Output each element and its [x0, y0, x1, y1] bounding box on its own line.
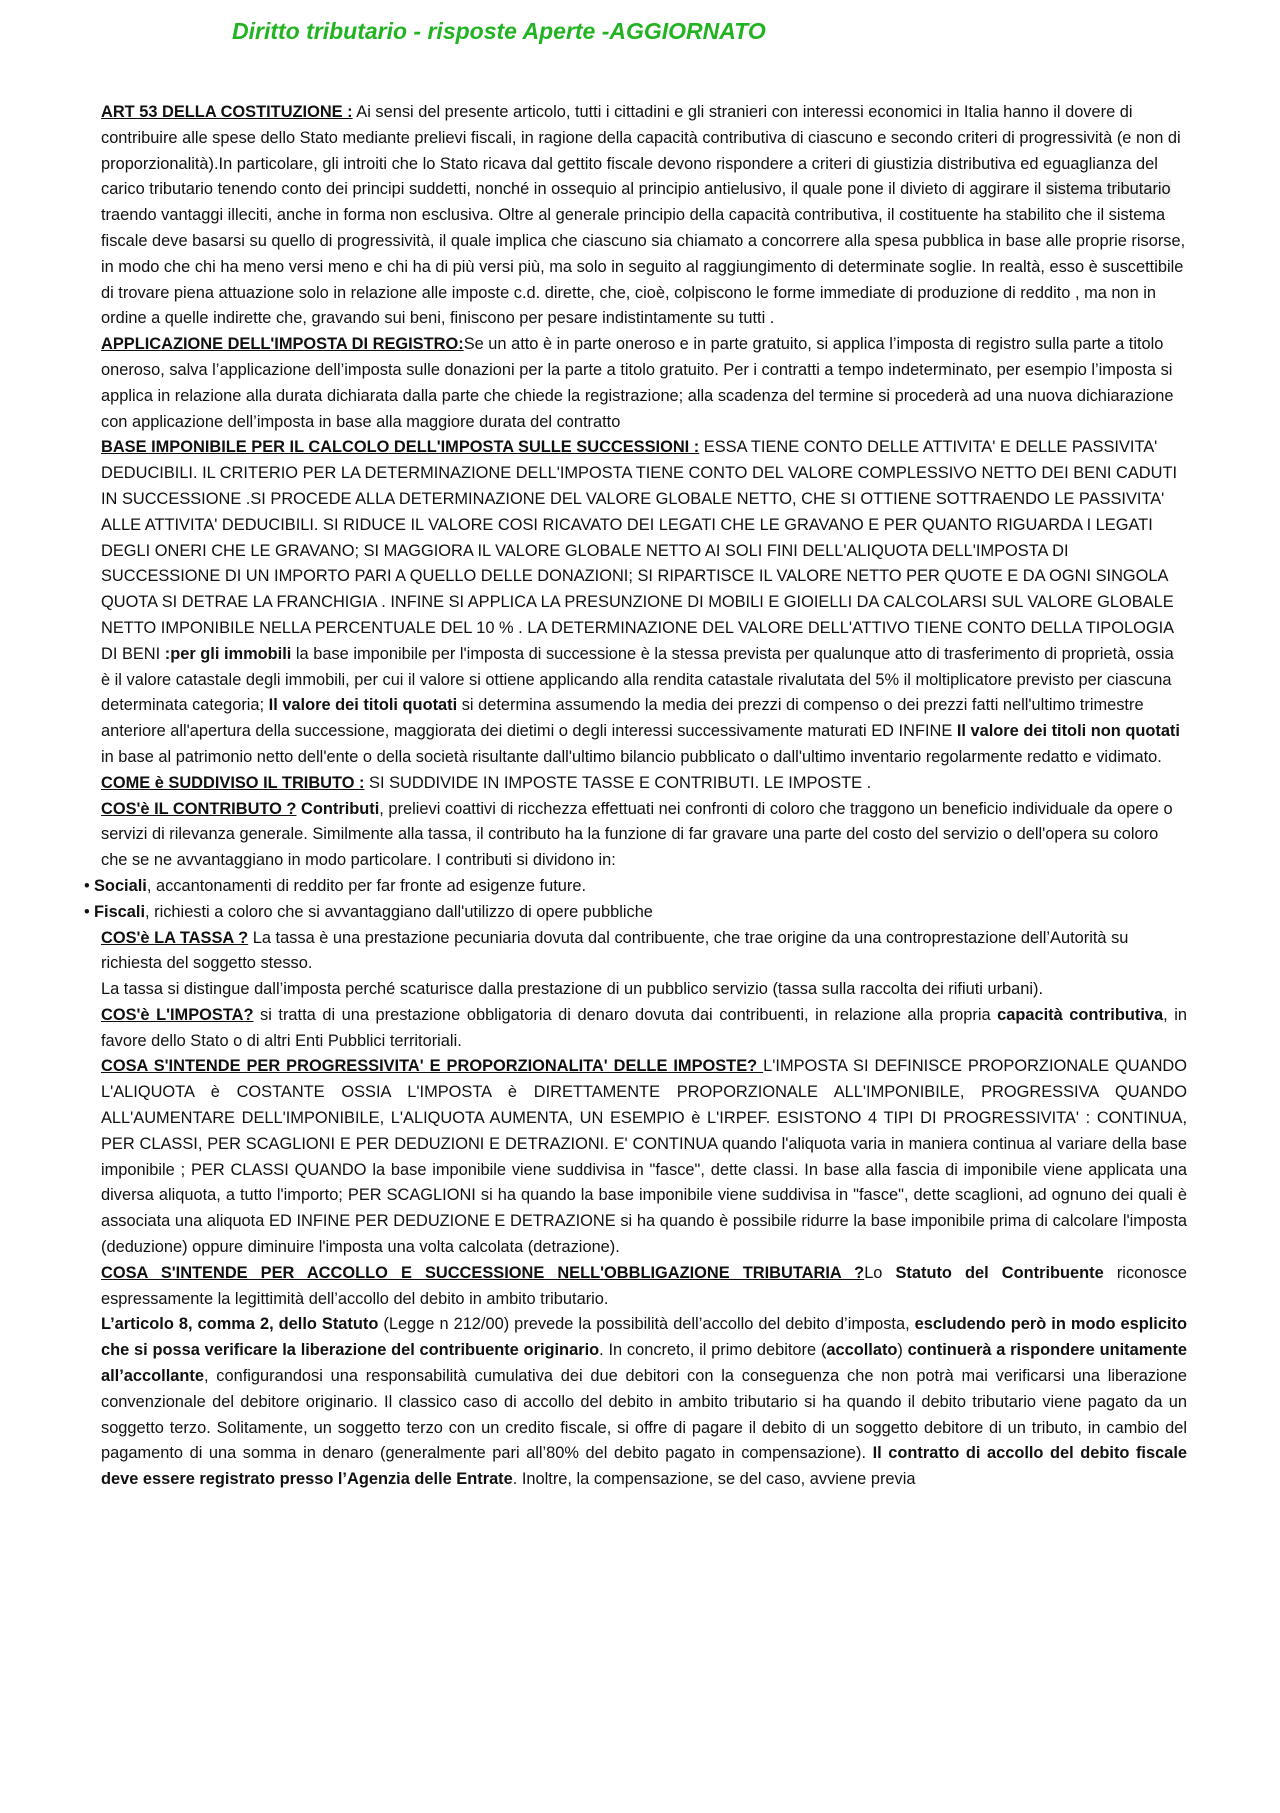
suddiviso-heading: COME è SUDDIVISO IL TRIBUTO :	[101, 773, 365, 792]
contributo-bold: Contributi	[296, 799, 380, 818]
bullet-bold: Fiscali	[94, 902, 146, 921]
progressivita-paragraph	[101, 1054, 1187, 1260]
suddiviso-paragraph	[101, 771, 1187, 797]
successioni-paragraph	[101, 435, 1187, 770]
accollo-text-g: . Inoltre, la compensazione, se del caso, avviene previa	[512, 1470, 916, 1489]
art53-heading: ART 53 DELLA COSTITUZIONE :	[101, 103, 353, 121]
accollo-heading: COSA S'INTENDE PER ACCOLLO E SUCCESSIONE NELL'OBBLIGAZIONE TRIBUTARIA ?	[101, 1263, 865, 1282]
accollo-text-e: )	[897, 1341, 908, 1360]
tassa-heading: COS'è LA TASSA ?	[101, 928, 249, 947]
bullet-bold: Sociali	[94, 876, 147, 895]
progressivita-heading: COSA S'INTENDE PER PROGRESSIVITA' E PROPORZIONALITA' DELLE IMPOSTE?	[101, 1057, 764, 1076]
accollo-bold-4: accollato	[826, 1341, 898, 1360]
successioni-text-c: si determina assumendo la media dei prezzi di compenso o dei prezzi fatti nell'ultimo trimestre anteriore all'apertura della successione, maggiorata dei dietimi o degli interessi successivamente maturati ED INFINE	[101, 696, 1144, 741]
successioni-text-a: ESSA TIENE CONTO DELLE ATTIVITA' E DELLE PASSIVITA' DEDUCIBILI. IL CRITERIO PER LA DETERMINAZIONE DELL'IMPOSTA TIENE CONTO DEL VALORE COMPLESSIVO NETTO DEI BENI CADUTI IN SUCCESSIONE .SI PROCEDE ALLA DETERMINAZIONE DEL VALORE GLOBALE NETTO, CHE SI OTTIENE SOTTRAENDO LE PASSIVITA' ALLE ATTIVITA' DEDUCIBILI. SI RIDUCE IL VALORE COSI RICAVATO DEI LEGATI CHE LE GRAVANO E PER QUANTO RIGUARDA I LEGATI DEGLI ONERI CHE LE GRAVANO; SI MAGGIORA IL VALORE GLOBALE NETTO AI SOLI FINI DELL'ALIQUOTA DELL'IMPOSTA DI SUCCESSIONE DI UN IMPORTO PARI A QUELLO DELLE DONAZIONI; SI RIPARTISCE IL VALORE NETTO PER QUOTE E DA OGNI SINGOLA QUOTA SI DETRAE LA FRANCHIGIA . INFINE SI APPLICA LA PRESUNZIONE DI MOBILI E GIOIELLI DA CALCOLARSI SUL VALORE GLOBALE NETTO IMPONIBILE NELLA PERCENTUALE DEL 10 % . LA DETERMINAZIONE DEL VALORE DELL'ATTIVO TIENE CONTO DELLA TIPOLOGIA DI BENI	[101, 438, 1178, 663]
contributo-heading: COS'è IL CONTRIBUTO ?	[101, 799, 297, 818]
registro-paragraph	[101, 332, 1187, 435]
accollo-bold-5: continuerà a rispondere unitamente all’accollante	[101, 1341, 1187, 1386]
successioni-text-d: in base al patrimonio netto dell'ente o della società risultante dall'ultimo bilancio pubblicato o dall'ultimo inventario regolarmente redatto e vidimato.	[101, 747, 1162, 766]
accollo-paragraph	[101, 1261, 1187, 1313]
successioni-heading: BASE IMPONIBILE PER IL CALCOLO DELL'IMPOSTA SULLE SUCCESSIONI :	[101, 438, 700, 457]
registro-heading: APPLICAZIONE DELL'IMPOSTA DI REGISTRO:	[101, 335, 464, 354]
bullet-text: , richiesti a coloro che si avvantaggiano dall'utilizzo di opere pubbliche	[145, 902, 653, 921]
successioni-text-b: la base imponibile per l'imposta di successione è la stessa prevista per qualunque atto di trasferimento di proprietà, ossia è il valore catastale degli immobili, per cui il valore si ottiene applicando alla rendita catastale rivalutata del 5% il moltiplicatore previsto per ciascuna determinata categoria;	[101, 644, 1174, 715]
accollo-text-d: . In concreto, il primo debitore (	[599, 1341, 827, 1360]
imposta-paragraph	[101, 1003, 1187, 1055]
document-body	[84, 100, 1187, 1493]
imposta-text-b: , in favore dello Stato o di altri Enti Pubblici territoriali.	[101, 1005, 1187, 1050]
art53-text-b: traendo vantaggi illeciti, anche in forma non esclusiva. Oltre al generale principio della capacità contributiva, il costituente ha stabilito che il sistema fiscale deve basarsi su quello di progressività, il quale implica che ciascuno sia chiamato a concorrere alla spesa pubblica in base alle proprie risorse, in modo che chi ha meno versi meno e chi ha di più versi più, ma solo in seguito al raggiungimento di determinate soglie. In realtà, esso è suscettibile di trovare piena attuazione solo in relazione alle imposte c.d. dirette, che, cioè, colpiscono le forme immediate di produzione di reddito , ma non in ordine a quelle indirette che, gravando sui beni, finiscono per pesare indistintamente su tutti .	[101, 206, 1186, 328]
tassa-paragraph-2: La tassa si distingue dall’imposta perché scaturisce dalla prestazione di un pubblico servizio (tassa sulla raccolta dei rifiuti urbani).	[101, 980, 1044, 999]
art53-paragraph	[101, 100, 1187, 332]
accollo-bold-1: Statuto del Contribuente	[895, 1263, 1104, 1282]
registro-text: Se un atto è in parte oneroso e in parte gratuito, si applica l’imposta di registro sulla parte a titolo oneroso, salva l’applicazione dell’imposta sulle donazioni per la parte a titolo gratuito. Per i contratti a tempo indeterminato, per esempio l’imposta si applica in relazione alla durata dichiarata dalla parte che chiede la registrazione; alla scadenza del termine si procederà ad una nuova dichiarazione con applicazione dell’imposta in base alla maggiore durata del contratto	[101, 335, 1174, 431]
bullet-icon: •	[84, 876, 90, 895]
list-item	[84, 900, 1187, 926]
imposta-bold: capacità contributiva	[997, 1005, 1164, 1024]
art53-highlight: sistema tributario	[1045, 180, 1171, 199]
accollo-text-a: Lo	[864, 1263, 896, 1282]
imposta-text: si tratta di una prestazione obbligatoria di denaro dovuta dai contribuenti, in relazione alla propria	[253, 1005, 998, 1024]
successioni-bold-1: :per gli immobili	[164, 644, 292, 663]
accollo-bold-6: Il contratto di accollo del debito fiscale deve essere registrato presso l’Agenzia delle Entrate	[101, 1444, 1187, 1489]
contributo-paragraph	[101, 797, 1187, 874]
accollo-text-f: , configurandosi una responsabilità cumulativa dei due debitori con la conseguenza che non potrà mai verificarsi una liberazione convenzionale del debitore originario. Il classico caso di accollo del debito in ambito tributario si ha quando il debito tributario viene pagato da un soggetto terzo. Solitamente, un soggetto terzo con un credito fiscale, si offre di pagare il debito di un soggetto debitore di un tributo, in cambio del pagamento di una somma in denaro (generalmente pari all’80% del debito pagato in compensazione).	[101, 1367, 1187, 1463]
accollo-text-b: riconosce espressamente la legittimità dell’accollo del debito in ambito tributario.	[101, 1263, 1187, 1308]
successioni-bold-3: Il valore dei titoli non quotati	[956, 722, 1180, 741]
list-item	[84, 874, 1187, 900]
tassa-text: La tassa è una prestazione pecuniaria dovuta dal contribuente, che trae origine da una controprestazione dell’Autorità su richiesta del soggetto stesso.	[101, 928, 1129, 973]
accollo-paragraph-2	[101, 1312, 1187, 1493]
accollo-bold-2: L’articolo 8, comma 2, dello Statuto	[101, 1315, 379, 1334]
successioni-bold-2: Il valore dei titoli quotati	[268, 696, 458, 715]
contributo-text: , prelievi coattivi di ricchezza effettuati nei confronti di coloro che traggono un beneficio individuale da opere o servizi di rilevanza generale. Similmente alla tassa, il contributo ha la funzione di far gravare una parte del costo del servizio o dell'opera su coloro che se ne avvantaggiano in modo particolare. I contributi si dividono in:	[101, 799, 1173, 870]
bullet-text: , accantonamenti di reddito per far fronte ad esigenze future.	[146, 876, 587, 895]
suddiviso-text: SI SUDDIVIDE IN IMPOSTE TASSE E CONTRIBUTI. LE IMPOSTE .	[364, 773, 872, 792]
art53-text-a: Ai sensi del presente articolo, tutti i cittadini e gli stranieri con interessi economici in Italia hanno il dovere di contribuire alle spese dello Stato mediante prelievi fiscali, in ragione della capacità contributiva di ciascuno e secondo criteri di progressività (e non di proporzionalità).In particolare, gli introiti che lo Stato ricava dal gettito fiscale devono rispondere a criteri di giustizia distributiva ed eguaglianza del carico tributario tenendo conto dei principi suddetti, nonché in ossequio al principio antielusivo, il quale pone il divieto di aggirare il	[101, 103, 1181, 199]
accollo-text-c: (Legge n 212/00) prevede la possibilità dell’accollo del debito d’imposta,	[378, 1315, 915, 1334]
accollo-bold-3: escludendo però in modo esplicito che si possa verificare la liberazione del contribuente originario	[101, 1315, 1187, 1360]
bullet-icon: •	[84, 902, 90, 921]
progressivita-text: L'IMPOSTA SI DEFINISCE PROPORZIONALE QUANDO L'ALIQUOTA è COSTANTE OSSIA L'IMPOSTA è DIRETTAMENTE PROPORZIONALE ALL'IMPONIBILE, PROGRESSIVA QUANDO ALL'AUMENTARE DELL'IMPONIBILE, L'ALIQUOTA AUMENTA, UN ESEMPIO è L'IRPEF. ESISTONO 4 TIPI DI PROGRESSIVITA' : CONTINUA, PER CLASSI, PER SCAGLIONI E PER DEDUZIONI E DETRAZIONI. E' CONTINUA quando l'aliquota varia in maniera continua al variare della base imponibile ; PER CLASSI QUANDO la base imponibile viene suddivisa in "fasce", dette classi. In base alla fascia di imponibile viene applicata una diversa aliquota, a tutto l'importo; PER SCAGLIONI si ha quando la base imponibile viene suddivisa in "fasce", dette scaglioni, ad ognuno dei quali è associata una aliquota ED INFINE PER DEDUZIONE E DETRAZIONE si ha quando è possibile ridurre la base imponibile prima di calcolare l'imposta (deduzione) oppure diminuire l'imposta una volta calcolata (detrazione).	[101, 1057, 1187, 1257]
document-title: Diritto tributario - risposte Aperte -AGGIORNATO	[232, 18, 766, 44]
tassa-paragraph	[101, 926, 1187, 978]
imposta-heading: COS'è L'IMPOSTA?	[101, 1005, 254, 1024]
